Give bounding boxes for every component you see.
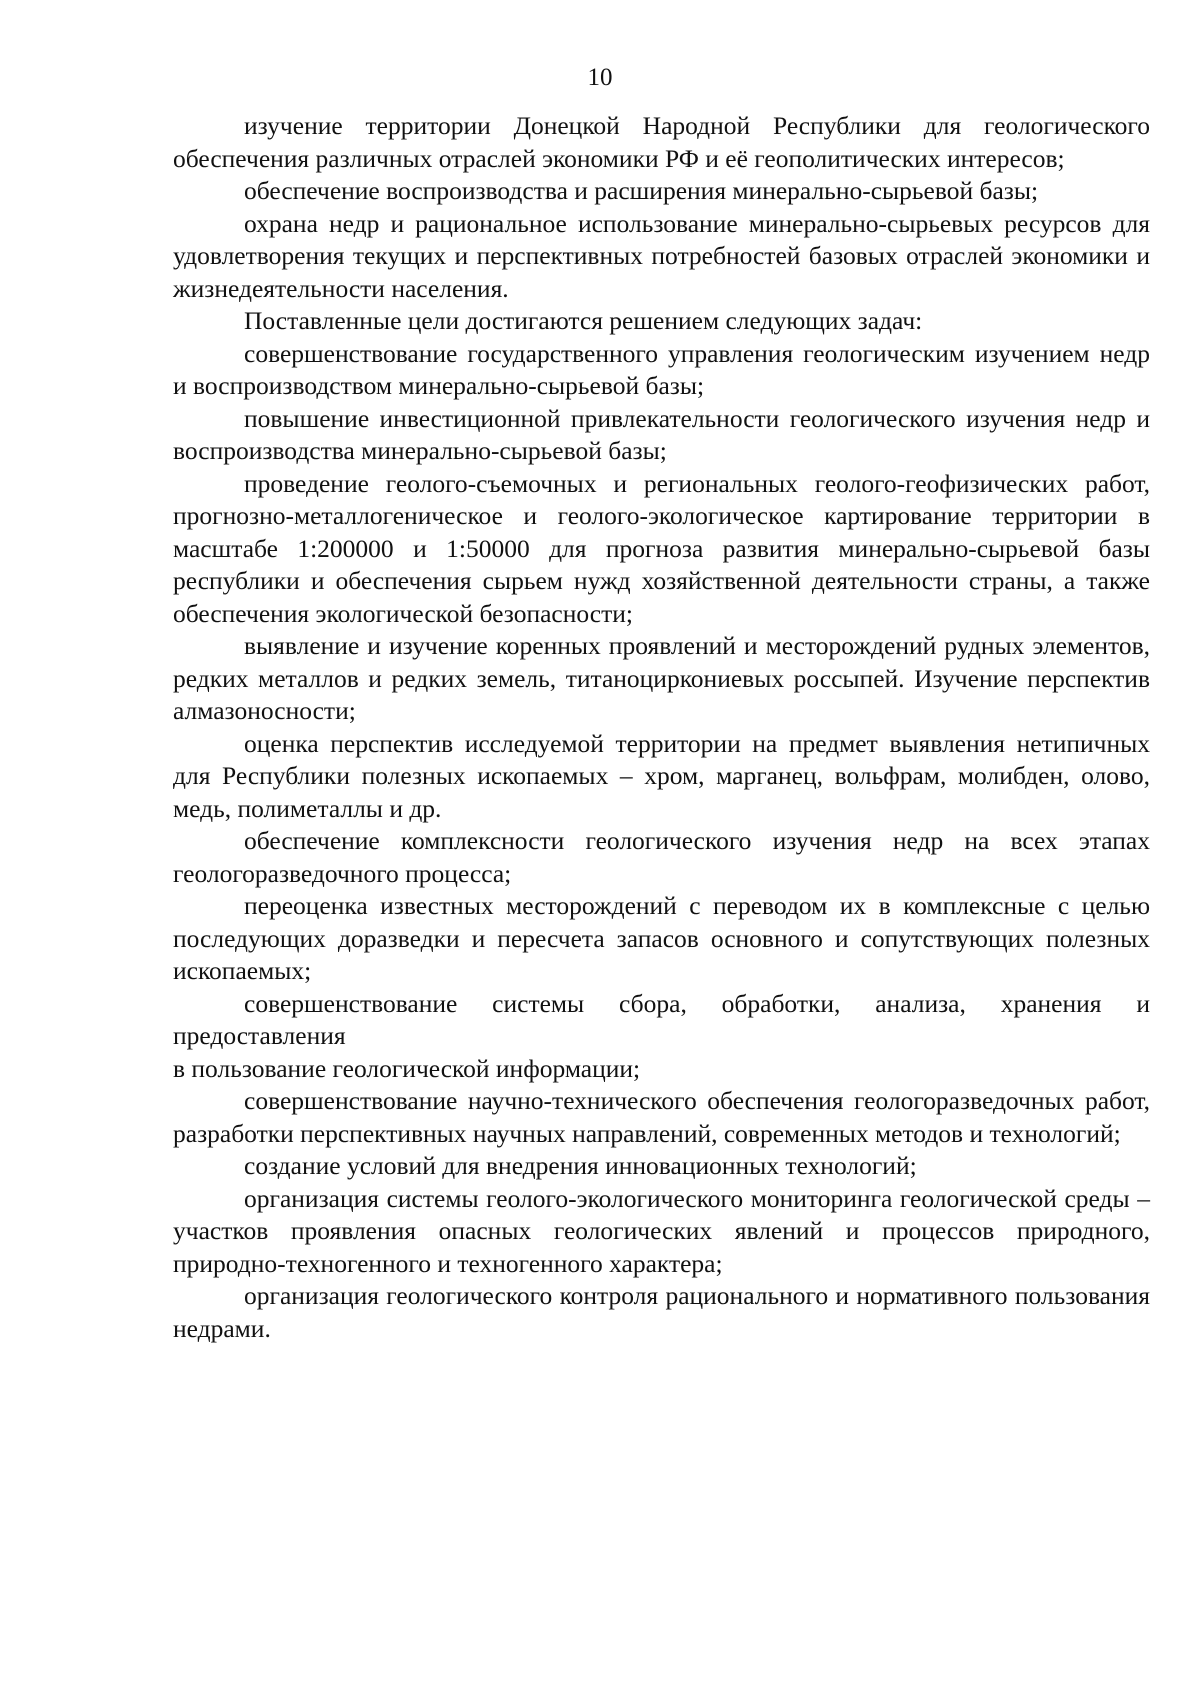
- paragraph: повышение инвестиционной привлекательности геологического изучения недр и воспроизводства минерально-сырьевой базы;: [173, 403, 1150, 465]
- paragraph: создание условий для внедрения инновационных технологий;: [244, 1151, 917, 1180]
- paragraph: переоценка известных месторождений с переводом их в комплексные с целью последующих доразведки и пересчета запасов основного и сопутствующих полезных ископаемых;: [173, 891, 1150, 985]
- paragraph: проведение геолого-съемочных и региональных геолого-геофизических работ, прогнозно-металлогеническое и геолого-экологическое картирование территории в масштабе 1:200000 и 1:50000 для прогноза развития минерально-сырьевой базы республики и обеспечения сырьем нужд хозяйственной деятельности страны, а также обеспечения экологической безопасности;: [173, 468, 1150, 628]
- paragraph: Поставленные цели достигаются решением следующих задач:: [244, 306, 923, 335]
- paragraph: обеспечение комплексности геологического изучения недр на всех этапах геологоразведочного процесса;: [173, 826, 1150, 888]
- paragraph: охрана недр и рациональное использование минерально-сырьевых ресурсов для удовлетворения текущих и перспективных потребностей базовых отраслей экономики и жизнедеятельности населения.: [173, 208, 1150, 303]
- paragraph-continuation: в пользование геологической информации;: [173, 1053, 641, 1083]
- paragraph: оценка перспектив исследуемой территории на предмет выявления нетипичных для Республики полезных ископаемых – хром, марганец, вольфрам, молибден, олово, медь, полиметаллы и др.: [173, 728, 1150, 823]
- paragraph: организация геологического контроля рационального и нормативного пользования недрами.: [173, 1281, 1150, 1343]
- paragraph: совершенствование государственного управления геологическим изучением недр и воспроизводством минерально-сырьевой базы;: [173, 338, 1150, 400]
- document-body: [173, 110, 1150, 1345]
- page-number: 10: [587, 64, 613, 91]
- paragraph: выявление и изучение коренных проявлений и месторождений рудных элементов, редких металлов и редких земель, титаноциркониевых россыпей. Изучение перспектив алмазоносности;: [173, 631, 1150, 725]
- paragraph: совершенствование системы сбора, обработки, анализа, хранения и предоставления: [173, 988, 1150, 1050]
- paragraph: изучение территории Донецкой Народной Республики для геологического обеспечения различных отраслей экономики РФ и её геополитических интересов;: [173, 111, 1150, 173]
- paragraph: организация системы геолого-экологического мониторинга геологической среды – участков проявления опасных геологических явлений и процессов природного, природно-техногенного и техногенного характера;: [173, 1183, 1150, 1278]
- paragraph: обеспечение воспроизводства и расширения минерально-сырьевой базы;: [244, 176, 1039, 205]
- paragraph: совершенствование научно-технического обеспечения геологоразведочных работ, разработки перспективных научных направлений, современных методов и технологий;: [173, 1086, 1150, 1148]
